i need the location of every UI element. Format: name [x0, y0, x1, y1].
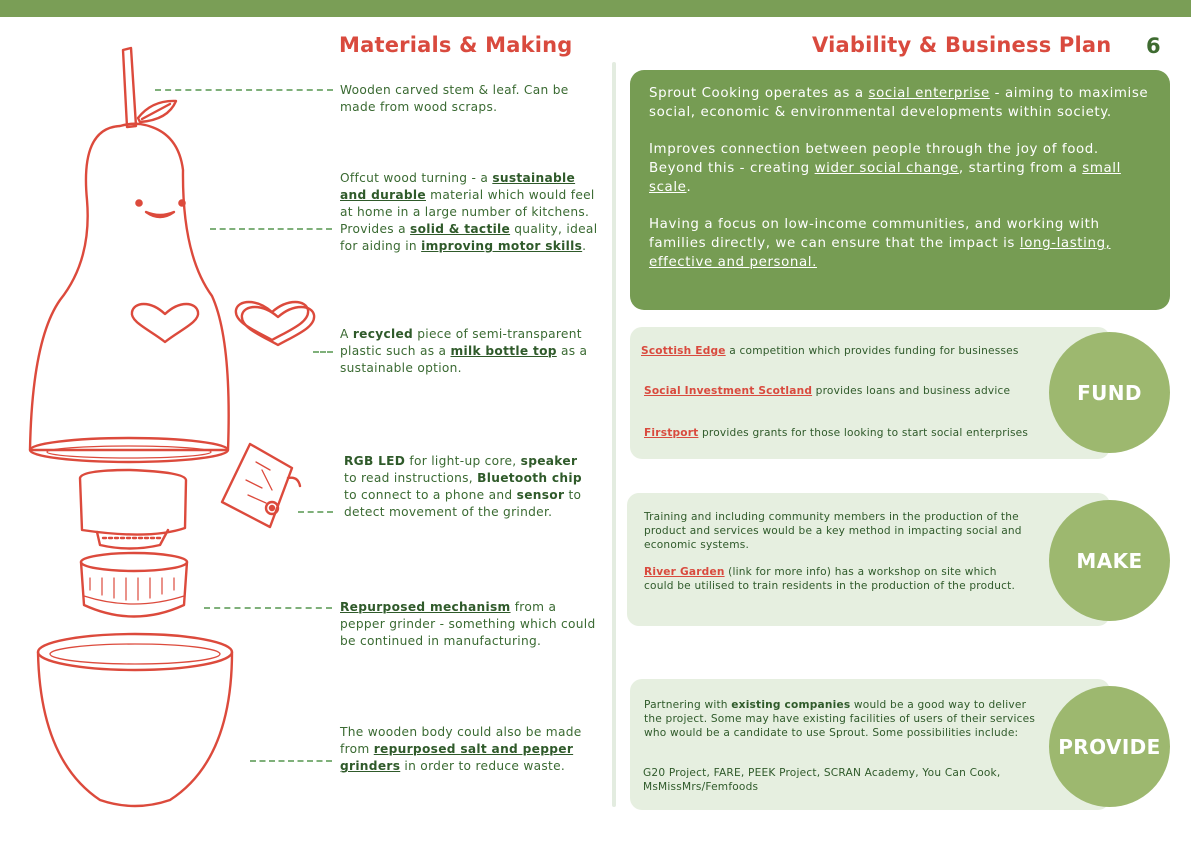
intro-highlight: social enterprise: [868, 86, 990, 101]
note-highlight: sustainable and durable: [340, 171, 576, 202]
intro-paragraph: [649, 140, 1152, 197]
fund-item: [641, 344, 1019, 358]
note-text: to read instructions,: [344, 471, 478, 485]
stem-icon: [123, 48, 136, 127]
note-text: Offcut wood turning - a: [340, 171, 493, 185]
provide-panel: [630, 679, 1110, 810]
grinder-mechanism-icon: [81, 553, 187, 571]
intro-text: , starting from a: [958, 161, 1083, 176]
note-text: quality, ideal for aiding in: [340, 222, 598, 253]
fund-item: [644, 384, 1010, 398]
note-highlight: sensor: [516, 488, 565, 502]
fund-panel: [630, 327, 1110, 459]
electronics-housing-icon: [80, 470, 186, 535]
intro-paragraph: [649, 84, 1152, 122]
note-electronics: [344, 453, 594, 521]
fund-link[interactable]: Scottish Edge: [641, 345, 726, 357]
note-text: to detect movement of the grinder.: [344, 488, 582, 519]
provide-text: [644, 698, 1044, 740]
note-text: A: [340, 327, 353, 341]
fund-link[interactable]: Social Investment Scotland: [644, 385, 813, 397]
make-badge: MAKE: [1049, 500, 1170, 621]
intro-text: Improves connection between people through the joy of food. Beyond this - creating: [649, 142, 1099, 176]
note-highlight: solid & tactile: [410, 222, 511, 236]
note-stem-leaf: [340, 82, 605, 116]
provide-badge: PROVIDE: [1049, 686, 1170, 807]
leader-line: [298, 511, 333, 513]
note-highlight: RGB LED: [344, 454, 406, 468]
intro-text: Sprout Cooking operates as a: [649, 86, 869, 101]
fund-link[interactable]: Firstport: [644, 427, 699, 439]
note-highlight: Bluetooth chip: [477, 471, 582, 485]
make-desc: (link for more info) has a workshop on site which could be utilised to train residents in the production of the product.: [644, 566, 1016, 592]
intro-text: - aiming to maximise social, economic & environmental developments within society.: [649, 86, 1149, 120]
note-highlight: speaker: [520, 454, 578, 468]
fund-badge: FUND: [1049, 332, 1170, 453]
note-recycled-plastic: [340, 326, 605, 377]
viability-title: Viability & Business Plan: [812, 33, 1112, 57]
intro-text: .: [686, 180, 692, 195]
provide-desc: Partnering with: [644, 699, 732, 711]
make-text-2: [644, 565, 1024, 593]
river-garden-link[interactable]: River Garden: [644, 566, 725, 578]
make-text: Training and including community members in the production of the product and services would be a key method in impacting social and economic systems.: [644, 511, 1022, 551]
leader-line: [250, 760, 332, 762]
note-wood-turning: [340, 170, 605, 255]
note-text: for light-up core,: [405, 454, 521, 468]
leader-line: [155, 89, 333, 91]
note-text: Wooden carved stem & leaf. Can be made from wood scraps.: [340, 83, 569, 114]
note-text: material which would feel at home in a large number of kitchens. Provides a: [340, 188, 595, 236]
make-panel: [627, 493, 1110, 626]
note-text: from a pepper grinder - something which could be continued in manufacturing.: [340, 600, 596, 648]
note-mechanism: [340, 599, 605, 650]
note-text: as a sustainable option.: [340, 344, 588, 375]
note-wooden-body: [340, 724, 605, 775]
eye-icon: [179, 200, 184, 205]
note-text: .: [582, 239, 587, 253]
intro-text: Having a focus on low-income communities, and working with families directly, we can ensure that the impact is: [649, 217, 1100, 251]
provide-highlight: existing companies: [731, 699, 851, 711]
fund-item: [644, 426, 1028, 440]
provide-list: G20 Project, FARE, PEEK Project, SCRAN Academy, You Can Cook, MsMissMrs/Femfoods: [643, 767, 1001, 793]
note-text: in order to reduce waste.: [400, 759, 566, 773]
provide-desc: would be a good way to deliver the project. Some may have existing facilities of users of their services who would be a candidate to use Sprout. Some possibilities include:: [644, 699, 1036, 739]
leader-line: [313, 351, 333, 353]
note-highlight: improving motor skills: [421, 239, 583, 253]
eye-icon: [136, 200, 141, 205]
fund-desc: provides grants for those looking to start social enterprises: [698, 427, 1029, 439]
note-text: piece of semi-transparent plastic such as a: [340, 327, 582, 358]
note-highlight: repurposed salt and pepper grinders: [340, 742, 574, 773]
intro-paragraph: [649, 215, 1152, 272]
smile-icon: [146, 212, 174, 217]
materials-title: Materials & Making: [339, 33, 573, 57]
page-divider: [612, 62, 616, 807]
note-highlight: recycled: [352, 327, 414, 341]
intro-highlight: long-lasting, effective and personal.: [649, 236, 1111, 270]
fund-desc: a competition which provides funding for businesses: [725, 345, 1019, 357]
note-highlight: milk bottle top: [450, 344, 557, 358]
pear-body-icon: [30, 124, 229, 450]
heart-icon: [132, 304, 198, 342]
note-text: to connect to a phone and: [344, 488, 517, 502]
note-highlight: Repurposed mechanism: [340, 600, 511, 614]
fund-desc: provides loans and business advice: [812, 385, 1011, 397]
note-text: The wooden body could also be made from: [340, 725, 582, 756]
leaf-icon: [138, 101, 176, 122]
page-number: 6: [1146, 34, 1161, 58]
leader-line: [204, 607, 332, 609]
intro-highlight: wider social change: [814, 161, 959, 176]
intro-box: [630, 70, 1170, 310]
leader-line: [210, 228, 332, 230]
intro-highlight: small scale: [649, 161, 1121, 195]
